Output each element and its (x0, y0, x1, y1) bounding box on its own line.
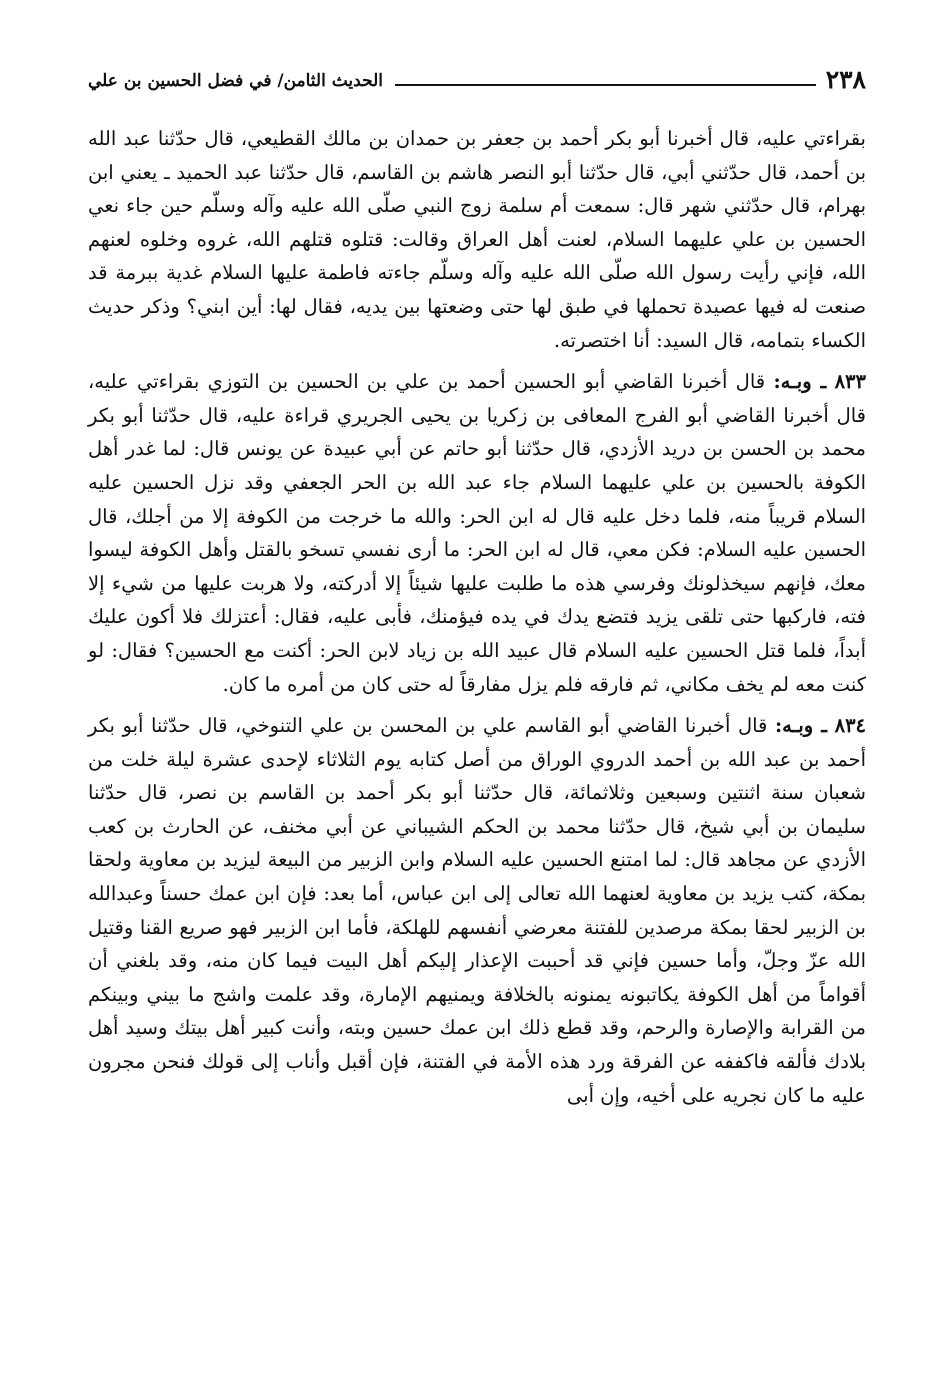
paragraph-text: بقراءتي عليه، قال أخبرنا أبو بكر أحمد بن جعفر بن حمدان بن مالك القطيعي، قال حدّثنا عبد الله بن أحمد، قال حدّثني أبي، قال حدّثنا أبو النصر هاشم بن القاسم، قال حدّثنا عبد الحميد ـ يعني ابن بهرام، قال حدّثني شهر قال: سمعت أم سلمة زوج النبي صلّى الله عليه وآله وسلّم حين جاء نعي الحسين بن علي عليهما السلام، لعنت أهل العراق وقالت: قتلوه قتلهم الله، غروه وخلوه لعنهم الله، فإني رأيت رسول الله صلّى الله عليه وآله وسلّم جاءته فاطمة عليها السلام غدية ببرمة قد صنعت له فيها عصيدة تحملها في طبق لها حتى وضعتها بين يديه، فقال لها: أين ابني؟ وذكر حديث الكساء بتمامه، قال السيد: أنا اختصرته. (88, 127, 866, 352)
running-title: الحديث الثامن/ في فضل الحسين بن علي (88, 71, 383, 91)
paragraph-text: قال أخبرنا القاضي أبو الحسين أحمد بن علي بن الحسين بن التوزي بقراءتي عليه، قال أخبرنا القاضي أبو الفرج المعافى بن زكريا بن يحيى الجريري قراءة عليه، قال حدّثنا أبو بكر محمد بن الحسن بن دريد الأزدي، قال حدّثنا أبو حاتم عن أبي عبيدة عن يونس قال: لما غدر أهل الكوفة بالحسين بن علي عليهما السلام جاء عبد الله بن الحر الجعفي وقد نزل الحسين عليه السلام قريباً منه، فلما دخل عليه قال له ابن الحر: والله ما خرجت من الكوفة إلا من أجلك، قال الحسين عليه السلام: فكن معي، قال له ابن الحر: ما أرى نفسي تسخو بالقتل وأهل الكوفة ليسوا معك، فإنهم سيخذلونك وفرسي هذه ما طلبت عليها شيئاً إلا أدركته، ولا هربت عليها من شيء إلا فته، فاركبها حتى تلقى يزيد فتضع يدك في يده فيؤمنك، فأبى عليه، فقال: أعتزلك فلا أكون عليك أبداً، فلما قتل الحسين عليه السلام قال عبيد الله بن زياد لابن الحر: أكنت مع الحسين؟ فقال: لو كنت معه لم يخف مكاني، ثم فارقه فلم يزل مفارقاً له حتى كان من أمره ما كان. (88, 370, 866, 696)
hadith-isnad-marker: ـ وبـه: (773, 370, 827, 394)
page-number: ٢٣٨ (825, 65, 866, 94)
hadith-isnad-marker: ـ وبـه: (774, 714, 828, 738)
page-body (88, 122, 866, 1112)
paragraph-text: قال أخبرنا القاضي أبو القاسم علي بن المحسن بن علي التنوخي، قال حدّثنا أبو بكر أحمد بن عبد الله بن أحمد الدروي الوراق من أصل كتابه يوم الثلاثاء لإحدى عشرة ليلة خلت من شعبان سنة اثنتين وسبعين وثلاثمائة، قال حدّثنا أبو بكر أحمد بن القاسم بن نصر، قال حدّثنا سليمان بن أبي شيخ، قال حدّثنا محمد بن الحكم الشيباني عن أبي مخنف، عن الحارث بن كعب الأزدي عن مجاهد قال: لما امتنع الحسين عليه السلام وابن الزبير من البيعة ليزيد بن معاوية ولحقا بمكة، كتب يزيد بن معاوية لعنهما الله تعالى إلى ابن عباس، أما بعد: فإن ابن عمك حسناً وعبدالله بن الزبير لحقا بمكة مرصدين للفتنة معرضي أنفسهم للهلكة، فأما ابن الزبير فهو صريع القنا وقتيل الله عزّ وجلّ، وأما حسين فإني قد أحببت الإعذار إليكم أهل البيت فيما كان منه، وقد بلغني أن أقواماً من أهل الكوفة يكاتبونه يمنونه بالخلافة ويمنيهم الإمارة، وقد علمت واشج ما بيني وبينكم من القرابة والإصارة والرحم، وقد قطع ذلك ابن عمك حسين وبته، وأنت كبير أهل بيتك وسيد أهل بلادك فألقه فاكففه عن الفرقة ورد هذه الأمة في الفتنة، فإن أقبل وأناب إلى قولك فنحن مجرون عليه ما كان نجريه على أخيه، وإن أبى (88, 714, 866, 1107)
hadith-number: ٨٣٣ (834, 370, 866, 394)
page-header (88, 48, 866, 92)
header-rule (395, 84, 816, 86)
hadith-833 (88, 365, 866, 701)
hadith-834 (88, 709, 866, 1112)
hadith-number: ٨٣٤ (834, 714, 867, 738)
paragraph-continuation (88, 122, 866, 357)
